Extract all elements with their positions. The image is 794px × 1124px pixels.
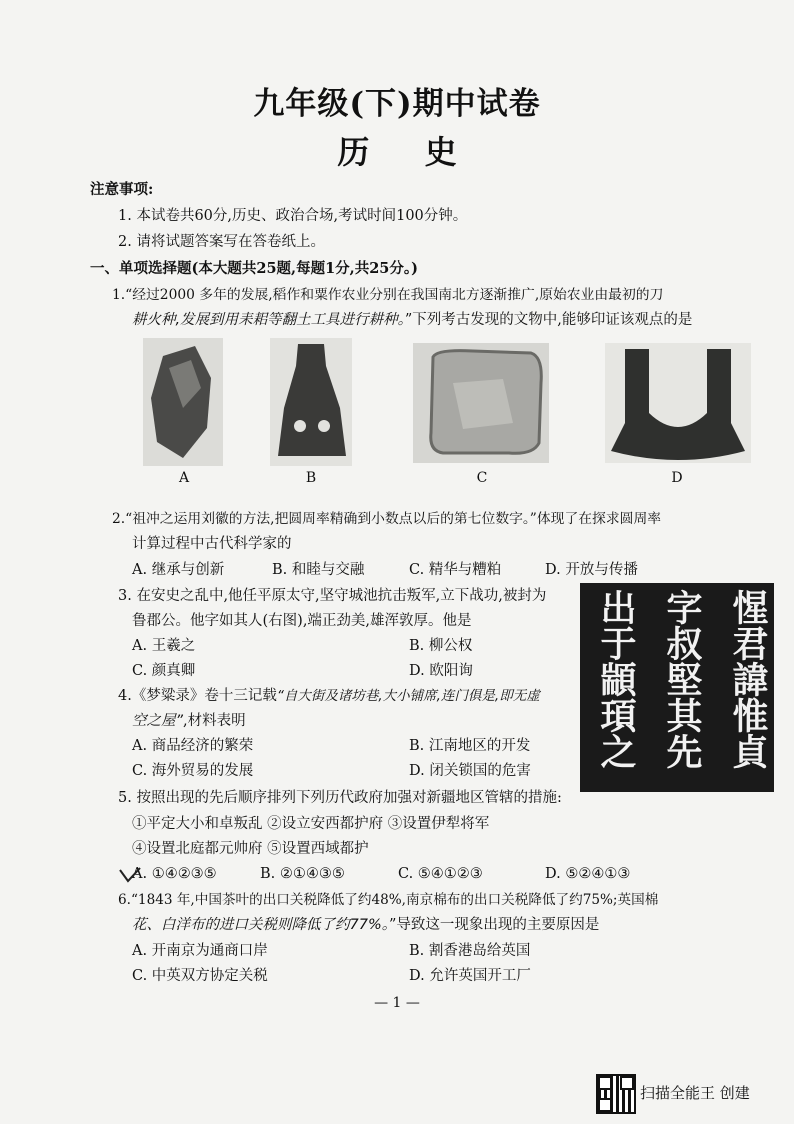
notice-item-1: 1. 本试卷共60分,历史、政治合场,考试时间100分钟。	[118, 208, 468, 224]
q3-stem-line2: 鲁郡公。他字如其人(右图),端正劲美,雄浑敦厚。他是	[132, 613, 472, 629]
artifact-image-b	[270, 338, 352, 466]
q4-option-c[interactable]: C. 海外贸易的发展	[132, 763, 254, 779]
q3-option-a[interactable]: A. 王羲之	[132, 638, 196, 654]
q4-stem-line2: 空之屋”,材料表明	[132, 713, 246, 729]
q6-stem-line2: 花、白洋布的进口关税则降低了约77%。”导致这一现象出现的主要原因是	[132, 917, 600, 933]
q5-option-d[interactable]: D. ⑤②④①③	[545, 866, 631, 882]
notice-item-2: 2. 请将试题答案写在答卷纸上。	[118, 234, 325, 250]
q1-caption-b: B	[305, 470, 317, 486]
q5-stem-line1: 5. 按照出现的先后顺序排列下列历代政府加强对新疆地区管辖的措施:	[118, 790, 562, 806]
q6-stem-line1: 6.“1843 年,中国茶叶的出口关税降低了约48%,南京棉布的出口关税降低了约75%;英国棉	[118, 892, 659, 908]
q5-option-a[interactable]: A. ①④②③⑤	[132, 866, 217, 882]
q4-option-a[interactable]: A. 商品经济的繁荣	[132, 738, 254, 754]
artifact-image-d	[605, 343, 751, 463]
q5-items-line1: ①平定大小和卓叛乱 ②设立安西都护府 ③设置伊犁将军	[132, 816, 490, 832]
q1-stem-line2: 耕火种,发展到用耒耜等翻土工具进行耕种。”下列考古发现的文物中,能够印证该观点的是	[132, 312, 693, 328]
q4-option-b[interactable]: B. 江南地区的开发	[409, 738, 531, 754]
q2-stem-line1: 2.“祖冲之运用刘徽的方法,把圆周率精确到小数点以后的第七位数字。”体现了在探求圆周率	[112, 511, 662, 527]
calligraphy-column-3: 出于顓頊之	[595, 589, 637, 769]
q5-option-b[interactable]: B. ②①④③⑤	[260, 866, 345, 882]
qr-code-icon	[596, 1074, 636, 1114]
q1-caption-a: A	[178, 470, 190, 486]
q2-option-b[interactable]: B. 和睦与交融	[272, 562, 365, 578]
q1-caption-c: C	[476, 470, 488, 486]
scanner-watermark: 扫描全能王 创建	[640, 1084, 750, 1102]
q4-stem-line1: 4.《梦粱录》卷十三记载“自大街及诸坊巷,大小铺席,连门俱是,即无虚	[118, 688, 540, 704]
subject-title: 历 史	[337, 133, 479, 171]
q6-option-c[interactable]: C. 中英双方协定关税	[132, 968, 268, 984]
calligraphy-column-1: 惺君諱惟貞	[727, 589, 769, 769]
calligraphy-image	[580, 583, 774, 792]
q6-option-a[interactable]: A. 开南京为通商口岸	[132, 943, 268, 959]
q3-option-d[interactable]: D. 欧阳询	[409, 663, 473, 679]
q3-stem-line1: 3. 在安史之乱中,他任平原太守,坚守城池抗击叛军,立下战功,被封为	[118, 588, 547, 604]
exam-title: 九年级(下)期中试卷	[253, 86, 541, 122]
q3-option-c[interactable]: C. 颜真卿	[132, 663, 196, 679]
q2-stem-line2: 计算过程中古代科学家的	[132, 536, 292, 552]
notice-heading: 注意事项:	[90, 181, 154, 198]
page-number: — 1 —	[374, 995, 420, 1011]
q2-option-c[interactable]: C. 精华与糟粕	[409, 562, 502, 578]
q2-option-a[interactable]: A. 继承与创新	[132, 562, 225, 578]
q2-option-d[interactable]: D. 开放与传播	[545, 562, 638, 578]
section-heading: 一、单项选择题(本大题共25题,每题1分,共25分。)	[90, 260, 419, 277]
q1-stem-line1: 1.“经过2000 多年的发展,稻作和粟作农业分别在我国南北方逐渐推广,原始农业由最初的刀	[112, 287, 664, 303]
q6-option-d[interactable]: D. 允许英国开工厂	[409, 968, 531, 984]
q5-items-line2: ④设置北庭都元帅府 ⑤设置西域都护	[132, 841, 369, 857]
calligraphy-column-2: 字叔堅其先	[661, 589, 703, 769]
q4-option-d[interactable]: D. 闭关锁国的危害	[409, 763, 531, 779]
artifact-image-c	[413, 343, 549, 463]
q3-option-b[interactable]: B. 柳公权	[409, 638, 473, 654]
handwritten-strike-mark	[118, 866, 142, 884]
q5-option-c[interactable]: C. ⑤④①②③	[398, 866, 483, 882]
q1-caption-d: D	[671, 470, 683, 486]
q6-option-b[interactable]: B. 割香港岛给英国	[409, 943, 531, 959]
artifact-image-a	[143, 338, 223, 466]
